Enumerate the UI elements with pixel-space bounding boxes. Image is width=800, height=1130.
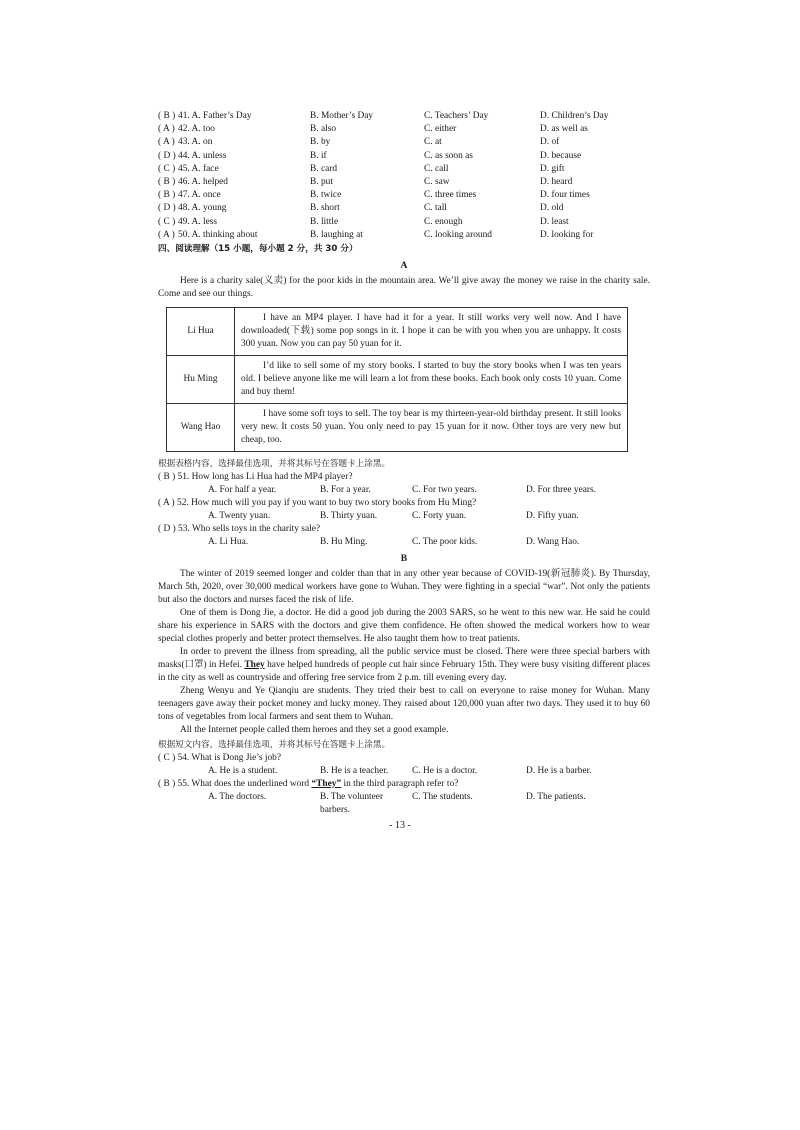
option-b: B. laughing at xyxy=(310,229,363,240)
question-52 xyxy=(158,497,650,523)
question-options xyxy=(158,536,650,549)
question-options xyxy=(158,791,650,815)
table-row xyxy=(167,403,628,451)
answer-row xyxy=(158,176,650,189)
option-a: A. on xyxy=(191,137,213,148)
option-b: B. Thirty yuan. xyxy=(320,510,378,521)
option-b: B. Mother’s Day xyxy=(310,111,374,121)
option-c: C. enough xyxy=(424,216,463,227)
option-a-cell xyxy=(178,216,310,229)
option-d: D. looking for xyxy=(540,229,594,240)
option-a: A. helped xyxy=(191,176,228,187)
option-a: A. unless xyxy=(191,150,227,161)
option-a: A. Li Hua. xyxy=(208,536,249,547)
option-d: D. Children’s Day xyxy=(540,111,609,121)
option-c: C. Forty yuan. xyxy=(412,510,467,521)
option-d: D. as well as xyxy=(540,124,588,135)
option-a: A. thinking about xyxy=(191,229,258,240)
option-b: B. card xyxy=(310,163,338,174)
option-a: A. Twenty yuan. xyxy=(208,510,271,521)
answer-letter: A xyxy=(162,229,170,240)
option-c: C. tall xyxy=(424,203,447,214)
question-number: 41. xyxy=(178,111,190,121)
answer-bracket: ( A ) xyxy=(158,137,175,148)
question-55 xyxy=(158,778,650,815)
option-d: D. old xyxy=(540,203,564,214)
passage-b-label: B xyxy=(400,552,408,564)
stem-text: ( B ) 55. What does the underlined word xyxy=(158,778,312,789)
answer-bracket: ( D ) xyxy=(158,203,176,214)
answer-bracket: ( C ) xyxy=(158,163,176,174)
answer-bracket: ( B ) xyxy=(158,190,176,201)
option-d: D. heard xyxy=(540,176,573,187)
question-51 xyxy=(158,471,650,497)
question-number: 44. xyxy=(178,150,190,161)
question-number: 47. xyxy=(178,190,190,201)
passage-b-paragraph-1: The winter of 2019 seemed longer and colder than that in any other year because of COVID-19(新冠肺炎). By Thursday, March 5th, 2020, over 30,000 medical workers have gone to Wuhan. They were fighting in a special “war”. Not only the patients but also the doctors and nurses faced the risk of life. xyxy=(158,568,650,605)
option-a: A. less xyxy=(191,216,218,227)
option-b: B. twice xyxy=(310,190,342,201)
answer-row xyxy=(158,229,650,242)
option-d: D. gift xyxy=(540,163,565,174)
option-a: A. For half a year. xyxy=(208,484,277,495)
answer-letter: C xyxy=(163,216,170,227)
option-c: C. either xyxy=(424,124,457,135)
question-number: 48. xyxy=(178,203,190,214)
option-a-cell xyxy=(178,110,310,123)
option-c: C. saw xyxy=(424,176,450,187)
passage-b-paragraph-3 xyxy=(158,646,650,685)
answer-letter: C xyxy=(163,163,170,174)
option-a-cell xyxy=(178,163,310,176)
option-a: A. Father’s Day xyxy=(191,111,252,121)
option-c: C. as soon as xyxy=(424,150,473,161)
option-a: A. once xyxy=(191,190,221,201)
answer-row xyxy=(158,163,650,176)
option-b: B. little xyxy=(310,216,339,227)
passage-b-paragraph-2: One of them is Dong Jie, a doctor. He did a good job during the 2003 SARS, so he went to this new war. He said he could share his experience in SARS with the doctors and give them confidence. He often showed the medical workers how to wear special clothes properly and better protect themselves. He also taught them how to treat patients. xyxy=(158,607,650,644)
answer-letter: B xyxy=(163,176,170,187)
answer-row xyxy=(158,189,650,202)
answer-row xyxy=(158,202,650,215)
answer-letter: B xyxy=(163,190,170,201)
answer-letter: D xyxy=(163,150,171,161)
option-d: D. of xyxy=(540,137,560,148)
seller-name: Hu Ming xyxy=(167,355,235,403)
underlined-word: “They” xyxy=(311,778,342,789)
question-stem: ( D ) 53. Who sells toys in the charity sale? xyxy=(158,523,321,534)
option-d: D. For three years. xyxy=(526,484,597,495)
option-a-cell xyxy=(178,176,310,189)
paragraph-text: In order to prevent the illness from spreading, all the public service must be closed. There were three special barbers with masks(口罩) in Hefei. xyxy=(158,646,650,670)
option-b: B. For a year. xyxy=(320,484,371,495)
option-d: D. Wang Hao. xyxy=(526,536,580,547)
seller-name: Wang Hao xyxy=(167,403,235,451)
question-options xyxy=(158,510,650,523)
answer-bracket: ( A ) xyxy=(158,124,175,135)
option-b: B. The volunteer barbers. xyxy=(320,791,384,815)
passage-a-intro: Here is a charity sale(义卖) for the poor kids in the mountain area. We’ll give away the money we raise in the charity sale. Come and see our things. xyxy=(158,275,650,299)
answer-row xyxy=(158,216,650,229)
question-number: 46. xyxy=(178,176,190,187)
option-c: C. three times xyxy=(424,190,477,201)
option-c: C. For two years. xyxy=(412,484,477,495)
option-c: C. at xyxy=(424,137,442,148)
charity-sale-table xyxy=(166,307,628,452)
option-d: D. He is a barber. xyxy=(526,765,592,776)
option-a: A. young xyxy=(191,203,227,214)
passage-b-paragraph-5: All the Internet people called them heroes and they set a good example. xyxy=(180,724,449,735)
answer-row xyxy=(158,110,650,123)
option-b: B. put xyxy=(310,176,333,187)
answer-bracket: ( B ) xyxy=(158,111,176,121)
option-b: B. if xyxy=(310,150,327,161)
question-stem: ( B ) 51. How long has Li Hua had the MP4 player? xyxy=(158,471,353,482)
answer-letter: B xyxy=(163,111,170,121)
question-options xyxy=(158,765,650,778)
seller-description: I have an MP4 player. I have had it for a year. It still works very well now. And I have downloaded(下载) some pop songs in it. I hope it can be with you when you are unhappy. It costs 300 yuan. Now you can pay 50 yuan for it. xyxy=(235,307,628,355)
option-a-cell xyxy=(178,150,310,163)
option-d: D. Fifty yuan. xyxy=(526,510,579,521)
seller-name: Li Hua xyxy=(167,307,235,355)
table-row xyxy=(167,355,628,403)
option-a: A. face xyxy=(191,163,219,174)
stem-text: in the third paragraph refer to? xyxy=(341,778,459,789)
option-a: A. The doctors. xyxy=(208,791,267,802)
answer-letter: A xyxy=(162,124,170,135)
question-options xyxy=(158,484,650,497)
option-a-cell xyxy=(178,229,310,242)
answer-row xyxy=(158,150,650,163)
option-a-cell xyxy=(178,189,310,202)
question-53 xyxy=(158,523,650,549)
question-number: 49. xyxy=(178,216,190,227)
answer-row xyxy=(158,123,650,136)
paragraph-text: have helped hundreds of people cut hair since February 15th. They were busy visiting different places in the city as well as countryside and offering free service from 2 p.m. till evening every day. xyxy=(158,659,650,683)
option-b: B. by xyxy=(310,137,331,148)
passage-b-paragraph-4: Zheng Wenyu and Ye Qianqiu are students. They tried their best to call on everyone to raise money for Wuhan. Many teenagers gave away their pocket money and lucky money. They raised about 120,000 yuan after two days. They used it to buy 60 tons of vegetables from local farmers and sent them to Wuhan. xyxy=(158,685,650,722)
option-c: C. Teachers’ Day xyxy=(424,111,489,121)
answer-bracket: ( A ) xyxy=(158,229,175,240)
option-d: D. four times xyxy=(540,190,590,201)
answer-bracket: ( B ) xyxy=(158,176,176,187)
question-number: 45. xyxy=(178,163,190,174)
cloze-answer-list xyxy=(158,110,650,242)
option-a-cell xyxy=(178,136,310,149)
option-d: D. The patients. xyxy=(526,791,586,802)
passage-b-instruction: 根据短文内容，选择最佳选项，并将其标号在答题卡上涂黑。 xyxy=(158,739,391,750)
answer-row xyxy=(158,136,650,149)
passage-a-label: A xyxy=(400,259,408,271)
option-a: A. He is a student. xyxy=(208,765,278,776)
section-four-title: 四、阅读理解（15 小题，每小题 2 分，共 30 分） xyxy=(158,243,358,254)
answer-letter: D xyxy=(163,203,171,214)
option-c: C. He is a doctor. xyxy=(412,765,478,776)
seller-description: I’d like to sell some of my story books. I started to buy the story books when I was ten years old. I believe anyone like me will learn a lot from these books. Each book only costs 10 yuan. Come and buy them! xyxy=(235,355,628,403)
question-54 xyxy=(158,752,650,778)
option-b: B. also xyxy=(310,124,337,135)
question-number: 42. xyxy=(178,124,190,135)
underlined-word: They xyxy=(244,659,265,670)
question-number: 50. xyxy=(178,229,190,240)
option-b: B. short xyxy=(310,203,340,214)
answer-letter: A xyxy=(162,137,170,148)
seller-description: I have some soft toys to sell. The toy bear is my thirteen-year-old birthday present. It still looks very new. It costs 50 yuan. You only need to pay 15 yuan for it now. Other toys are very new but cheap, too. xyxy=(235,403,628,451)
option-d: D. least xyxy=(540,216,569,227)
option-d: D. because xyxy=(540,150,582,161)
option-c: C. looking around xyxy=(424,229,492,240)
option-c: C. The students. xyxy=(412,791,473,802)
question-stem: ( C ) 54. What is Dong Jie’s job? xyxy=(158,752,281,763)
answer-bracket: ( C ) xyxy=(158,216,176,227)
table-row xyxy=(167,307,628,355)
question-number: 43. xyxy=(178,137,190,148)
passage-a-instruction: 根据表格内容，选择最佳选项，并将其标号在答题卡上涂黑。 xyxy=(158,458,391,469)
option-a-cell xyxy=(178,123,310,136)
question-stem: ( A ) 52. How much will you pay if you want to buy two story books from Hu Ming? xyxy=(158,497,477,508)
option-a-cell xyxy=(178,202,310,215)
answer-bracket: ( D ) xyxy=(158,150,176,161)
option-b: B. Hu Ming. xyxy=(320,536,368,547)
option-c: C. The poor kids. xyxy=(412,536,478,547)
option-c: C. call xyxy=(424,163,449,174)
option-b: B. He is a teacher. xyxy=(320,765,389,776)
option-a: A. too xyxy=(191,124,215,135)
page-content xyxy=(158,110,650,815)
page-number: - 13 - xyxy=(389,820,411,831)
question-stem xyxy=(158,778,650,791)
